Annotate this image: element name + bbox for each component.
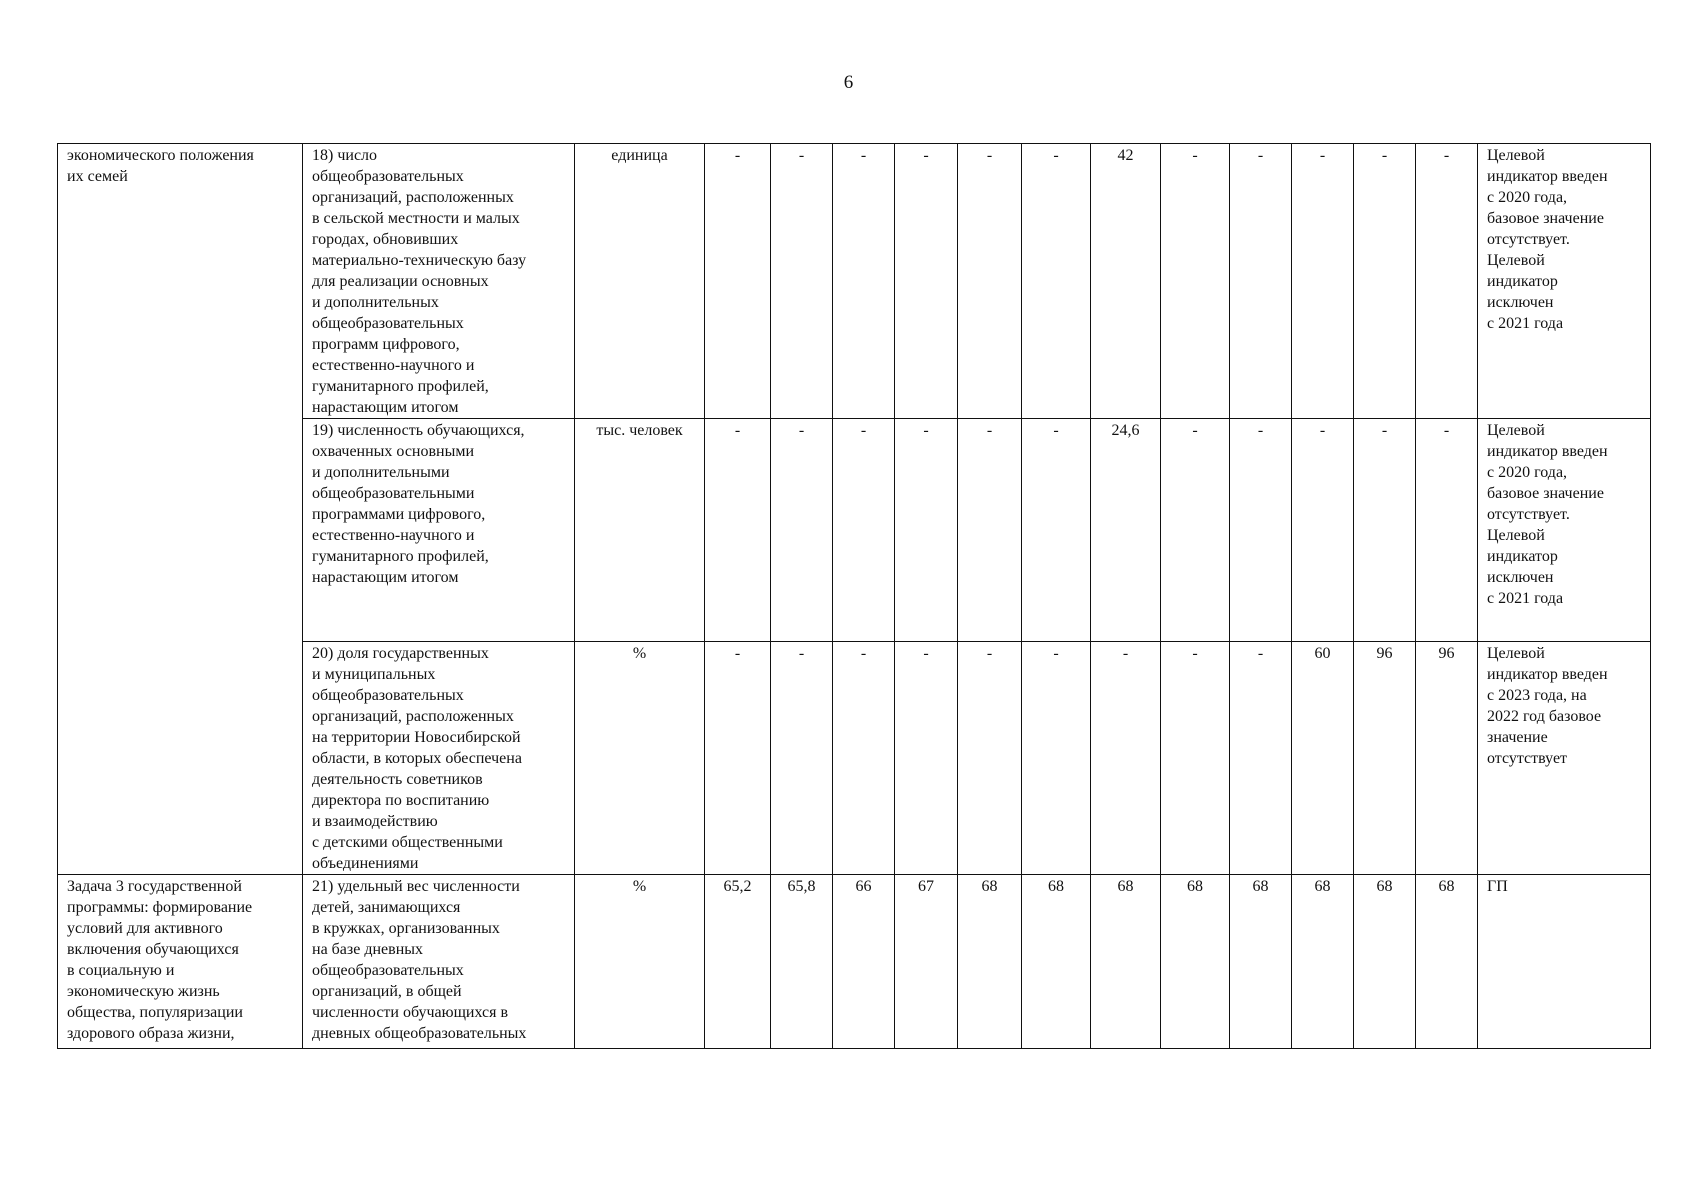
value-cell: - [705,419,771,642]
value-cell: - [895,144,958,419]
note-cell: ГП [1478,875,1651,1049]
unit-cell: тыс. человек [575,419,705,642]
value-cell: - [1230,419,1292,642]
table-row [58,875,1651,1049]
value-cell: - [1161,419,1230,642]
value-cell: - [1416,419,1478,642]
value-cell: - [1292,144,1354,419]
value-cell: - [1022,642,1091,875]
value-cell: - [833,419,895,642]
value-cell: - [1416,144,1478,419]
value-cell: 68 [1354,875,1416,1049]
page-number: 6 [843,72,854,93]
task-cell: Задача 3 государственной программы: формирование условий для активного включения обучающихся в социальную и экономическую жизнь общества, популяризации здорового образа жизни, [58,875,303,1049]
value-cell: 66 [833,875,895,1049]
unit-cell: единица [575,144,705,419]
unit-cell: % [575,642,705,875]
value-cell: - [958,144,1022,419]
unit-cell: % [575,875,705,1049]
value-cell: - [1161,144,1230,419]
note-cell: Целевой индикатор введен с 2020 года, базовое значение отсутствует. Целевой индикатор исключен с 2021 года [1478,144,1651,419]
value-cell: 67 [895,875,958,1049]
task-cell: экономического положения их семей [58,144,303,875]
value-cell: 68 [1416,875,1478,1049]
value-cell: 60 [1292,642,1354,875]
indicator-name-cell: 20) доля государственных и муниципальных общеобразовательных организаций, расположенных на территории Новосибирской области, в которых обеспечена деятельность советников директора по воспитанию и взаимодействию с детскими общественными объединениями [303,642,575,875]
note-cell: Целевой индикатор введен с 2023 года, на 2022 год базовое значение отсутствует [1478,642,1651,875]
value-cell: - [705,144,771,419]
value-cell: - [1354,419,1416,642]
table-row [58,144,1651,419]
value-cell: - [958,419,1022,642]
value-cell: - [1230,642,1292,875]
value-cell: - [833,144,895,419]
value-cell: 96 [1354,642,1416,875]
value-cell: 68 [958,875,1022,1049]
value-cell: - [895,419,958,642]
value-cell: - [1022,144,1091,419]
value-cell: - [895,642,958,875]
value-cell: - [1161,642,1230,875]
value-cell: - [771,642,833,875]
value-cell: 68 [1230,875,1292,1049]
value-cell: 68 [1292,875,1354,1049]
value-cell: - [705,642,771,875]
value-cell: - [958,642,1022,875]
note-cell: Целевой индикатор введен с 2020 года, базовое значение отсутствует. Целевой индикатор исключен с 2021 года [1478,419,1651,642]
value-cell: - [833,642,895,875]
value-cell: 68 [1161,875,1230,1049]
value-cell: 65,8 [771,875,833,1049]
value-cell: - [1091,642,1161,875]
value-cell: 65,2 [705,875,771,1049]
value-cell: - [1022,419,1091,642]
indicator-name-cell: 19) численность обучающихся, охваченных основными и дополнительными общеобразовательными программами цифрового, естественно-научного и гуманитарного профилей, нарастающим итогом [303,419,575,642]
value-cell: 68 [1022,875,1091,1049]
value-cell: 68 [1091,875,1161,1049]
indicators-table [57,143,1651,1049]
value-cell: - [1354,144,1416,419]
value-cell: - [1230,144,1292,419]
value-cell: 24,6 [1091,419,1161,642]
indicator-name-cell: 21) удельный вес численности детей, занимающихся в кружках, организованных на базе дневных общеобразовательных организаций, в общей численности обучающихся в дневных общеобразовательных [303,875,575,1049]
value-cell: 42 [1091,144,1161,419]
indicator-name-cell: 18) число общеобразовательных организаций, расположенных в сельской местности и малых городах, обновивших материально-техническую базу для реализации основных и дополнительных общеобразовательных программ цифрового, естественно-научного и гуманитарного профилей, нарастающим итогом [303,144,575,419]
value-cell: 96 [1416,642,1478,875]
value-cell: - [1292,419,1354,642]
value-cell: - [771,419,833,642]
value-cell: - [771,144,833,419]
